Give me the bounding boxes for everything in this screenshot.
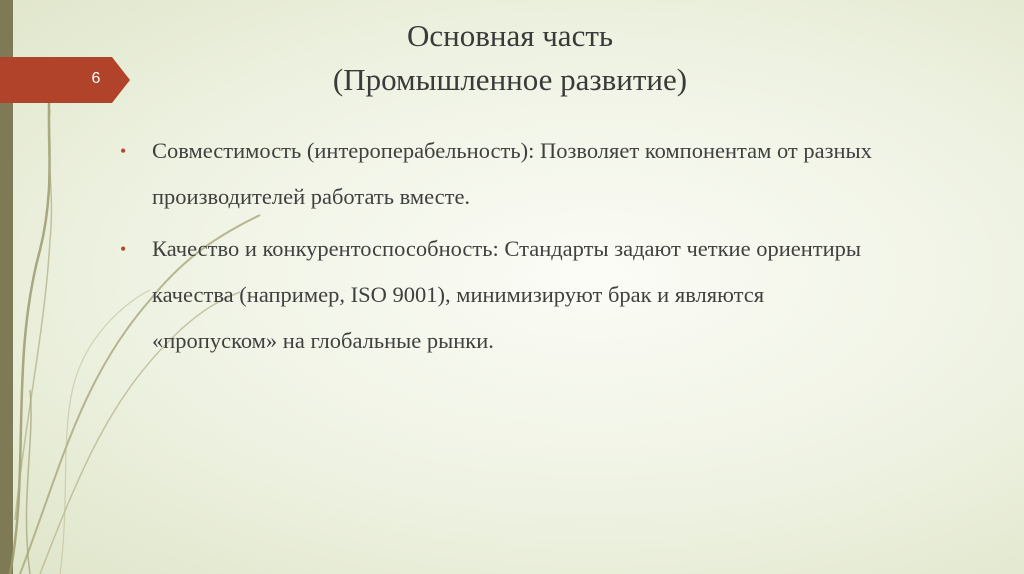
slide-number-tag: [0, 57, 130, 103]
slide-title: [200, 14, 820, 102]
slide-number: 6: [91, 70, 101, 87]
bullet-list: [120, 128, 890, 370]
title-line-1: Основная часть: [406, 18, 614, 53]
bullet-text: Совместимость (интероперабельность): Позволяет компонентам от разных производителей работать вместе.: [152, 138, 872, 209]
bullet-item: [120, 128, 890, 220]
bullet-text: Качество и конкурентоспособность: Стандарты задают четкие ориентиры качества (например, ISO 9001), минимизируют брак и являются «пропуском» на глобальные рынки.: [152, 236, 862, 353]
title-line-2: (Промышленное развитие): [332, 62, 688, 97]
bullet-marker: •: [120, 239, 127, 259]
bullet-item: [120, 226, 890, 364]
bullet-marker: •: [120, 141, 127, 161]
